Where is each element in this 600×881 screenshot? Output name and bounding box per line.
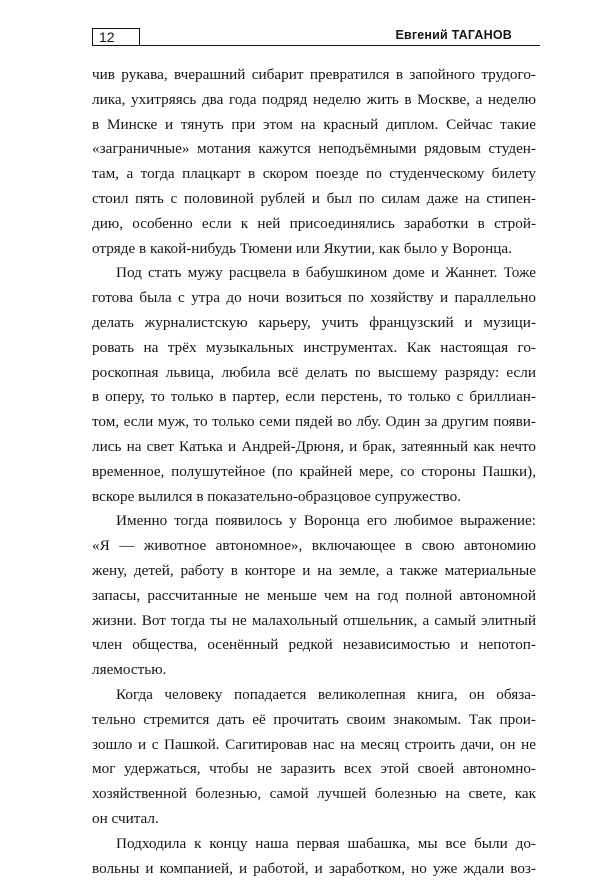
text-line: лись на свет Катька и Андрей-Дрюня, и брак, затеянный как нечто	[92, 435, 536, 460]
text-line: Подходила к концу наша первая шабашка, мы все были до-	[92, 832, 536, 857]
text-line: Именно тогда появилось у Воронца его любимое выражение:	[92, 509, 536, 534]
text-line: чив рукава, вчерашний сибарит превратился в запойного трудого-	[92, 63, 536, 88]
text-line: «заграничные» мотания кажутся неподъёмными рядовым студен-	[92, 137, 536, 162]
text-line: в Минске и тянуть при этом на красный диплом. Сейчас такие	[92, 113, 536, 138]
paragraph	[92, 261, 536, 509]
text-line: вскоре вылился в показательно-образцовое супружество.	[92, 485, 536, 510]
text-line: он считал.	[92, 807, 536, 832]
text-line: роскопная львица, любила всё делать по высшему разряду: если	[92, 361, 536, 386]
text-line: лика, ухитряясь два года подряд неделю жить в Москве, а неделю	[92, 88, 536, 113]
text-line: зошло и с Пашкой. Сагитировав нас на месяц строить дачи, он не	[92, 733, 536, 758]
author-name: Евгений ТАГАНОВ	[395, 28, 512, 42]
page-number: 12	[92, 28, 140, 46]
text-line: Под стать мужу расцвела в бабушкином доме и Жаннет. Тоже	[92, 261, 536, 286]
text-line: вольны и компанией, и работой, и заработком, но уже ждали воз-	[92, 857, 536, 881]
text-line: том, если муж, то только семи пядей во лбу. Один за другим появи-	[92, 410, 536, 435]
text-line: тельно стремится дать её прочитать своим знакомым. Так прои-	[92, 708, 536, 733]
text-line: в оперу, то только в партер, если перстень, то только с бриллиан-	[92, 385, 536, 410]
text-line: временное, полушутейное (по крайней мере, со стороны Пашки),	[92, 460, 536, 485]
text-line: член общества, осенённый редкой независимостью и непотоп-	[92, 633, 536, 658]
text-line: там, а тогда плацкарт в скором поезде по студенческому билету	[92, 162, 536, 187]
text-line: стоил пять с половиной рублей и был по силам даже на стипен-	[92, 187, 536, 212]
paragraph	[92, 509, 536, 683]
text-line: Когда человеку попадается великолепная книга, он обяза-	[92, 683, 536, 708]
paragraph	[92, 683, 536, 832]
text-line: ляемостью.	[92, 658, 536, 683]
page-header	[92, 26, 540, 48]
text-line: запасы, рассчитанные не меньше чем на год полной автономной	[92, 584, 536, 609]
text-line: мог удержаться, чтобы не заразить всех этой своей автономно-	[92, 757, 536, 782]
body-text	[92, 63, 536, 881]
text-line: хозяйственной болезнью, самой лучшей болезнью на свете, как	[92, 782, 536, 807]
text-line: делать журналистскую карьеру, учить французский и музици-	[92, 311, 536, 336]
text-line: жену, детей, работу в конторе и на земле, а также материальные	[92, 559, 536, 584]
text-line: ровать на трёх музыкальных инструментах. Как настоящая го-	[92, 336, 536, 361]
text-line: жизни. Вот тогда ты не малахольный отшельник, а самый элитный	[92, 609, 536, 634]
text-line: отряде в какой-нибудь Тюмени или Якутии, как было у Воронца.	[92, 237, 536, 262]
text-line: дию, особенно если к ней присоединялись заработки в строй-	[92, 212, 536, 237]
header-divider	[92, 45, 540, 46]
paragraph	[92, 63, 536, 261]
text-line: готова была с утра до ночи возиться по хозяйству и параллельно	[92, 286, 536, 311]
paragraph	[92, 832, 536, 881]
text-line: «Я — животное автономное», включающее в свою автономию	[92, 534, 536, 559]
